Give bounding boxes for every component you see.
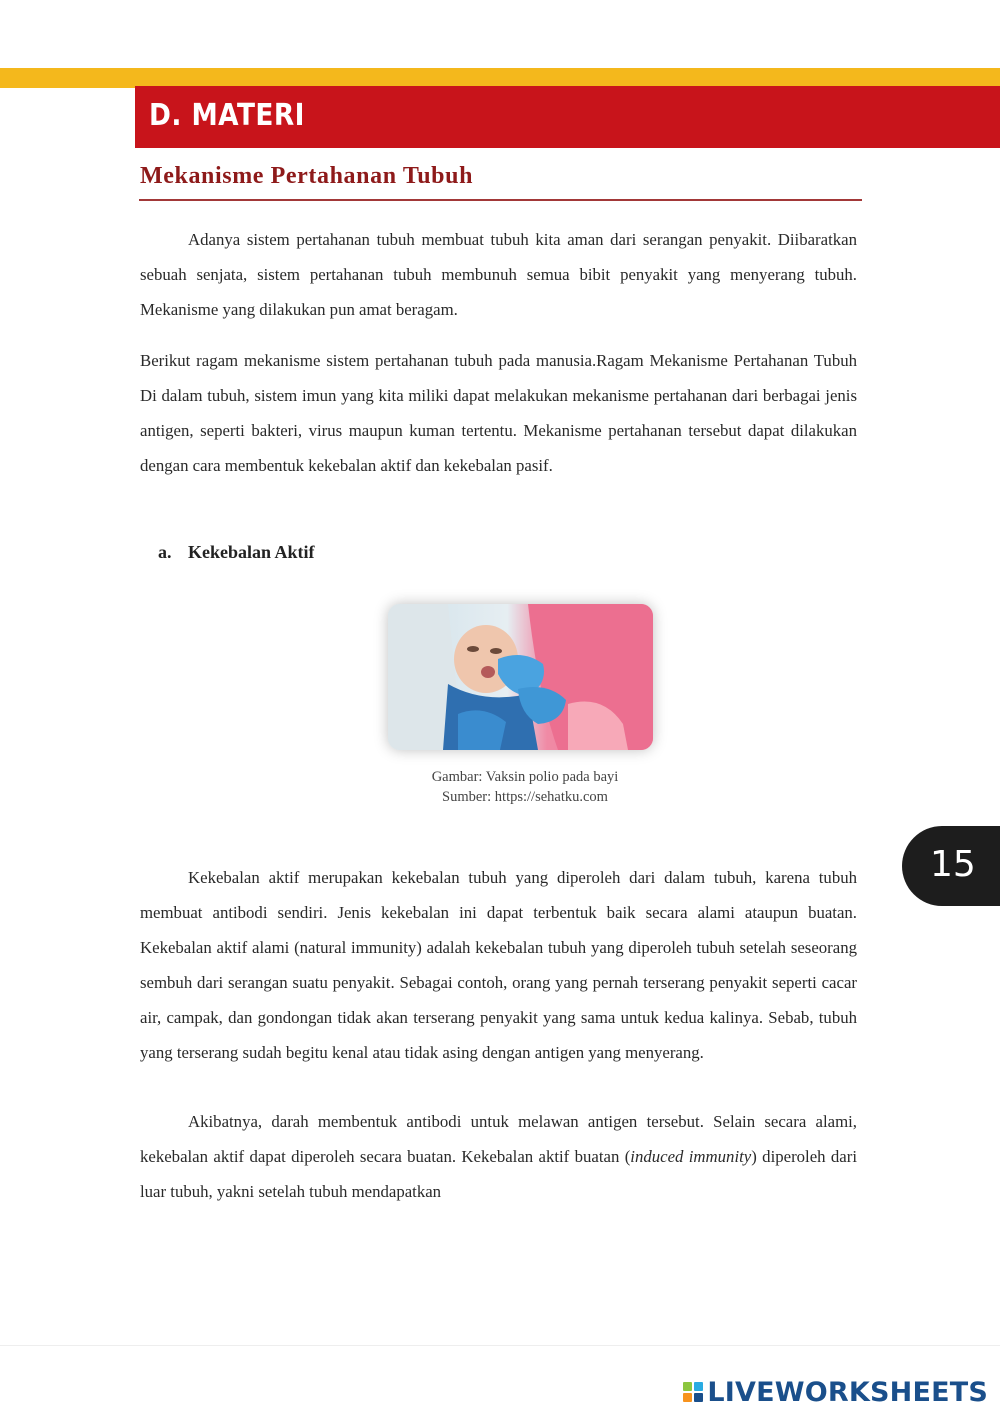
paragraph-artificial-start: Akibatnya, darah membentuk antibodi untuk melawan antigen tersebut. Selain secara alami, kekebalan aktif dapat diperoleh secara buatan. Kekebalan aktif buatan (: [140, 1112, 857, 1166]
brand-name: LIVEWORKSHEETS: [707, 1376, 988, 1408]
subheading-label: a.: [158, 542, 172, 562]
figure-source: Sumber: https://sehatku.com: [442, 789, 608, 805]
liveworksheets-logo-icon: [683, 1382, 703, 1402]
figure-vaccine-photo: [388, 604, 653, 750]
subheading-text: Kekebalan Aktif: [188, 542, 315, 562]
liveworksheets-brand[interactable]: [683, 1372, 988, 1412]
paragraph-active-immunity: Kekebalan aktif merupakan kekebalan tubuh yang diperoleh dari dalam tubuh, karena tubuh membuat antibodi sendiri. Jenis kekebalan ini dapat terbentuk baik secara alami ataupun buatan. Kekebalan aktif alami (natural immunity) adalah kekebalan tubuh yang diperoleh tubuh setelah seseorang sembuh dari serangan suatu penyakit. Sebagai contoh, orang yang pernah terserang penyakit seperti cacar air, campak, dan gondongan tidak akan terserang penyakit yang sama untuk kedua kalinya. Sebab, tubuh yang terserang sudah begitu kenal atau tidak asing dengan antigen yang menyerang.: [140, 868, 857, 1062]
section-header-bar: [135, 86, 1000, 148]
page-number-tab: [902, 826, 1000, 906]
top-color-band: [0, 68, 1000, 88]
figure-caption: Gambar: Vaksin polio pada bayi: [431, 769, 619, 785]
baby-vaccine-illustration: [388, 604, 653, 750]
paragraph-artificial-end: ) diperoleh dari luar tubuh, yakni setelah tubuh mendapatkan: [140, 1147, 857, 1201]
section-title: D. MATERI: [149, 98, 305, 133]
paragraph-mechanisms: Berikut ragam mekanisme sistem pertahanan tubuh pada manusia.Ragam Mekanisme Pertahanan Tubuh Di dalam tubuh, sistem imun yang kita miliki dapat melakukan mekanisme pertahanan dari berbagai jenis antigen, seperti bakteri, virus maupun kuman tertentu. Mekanisme pertahanan tersebut dapat dilakukan dengan cara membentuk kekebalan aktif dan kekebalan pasif.: [140, 351, 857, 475]
subheading-kekebalan-aktif: [158, 542, 315, 563]
subtitle-underline: [139, 199, 862, 201]
page-number: 15: [930, 844, 976, 885]
page-subtitle: Mekanisme Pertahanan Tubuh: [140, 163, 474, 189]
induced-immunity-term: induced immunity: [630, 1147, 752, 1166]
paragraph-artificial-immunity: [140, 1104, 857, 1209]
paragraph-intro: Adanya sistem pertahanan tubuh membuat tubuh kita aman dari serangan penyakit. Diibaratkan sebuah senjata, sistem pertahanan tubuh membunuh semua bibit penyakit yang menyerang tubuh. Mekanisme yang dilakukan pun amat beragam.: [140, 230, 857, 319]
footer-divider: [0, 1345, 1000, 1346]
